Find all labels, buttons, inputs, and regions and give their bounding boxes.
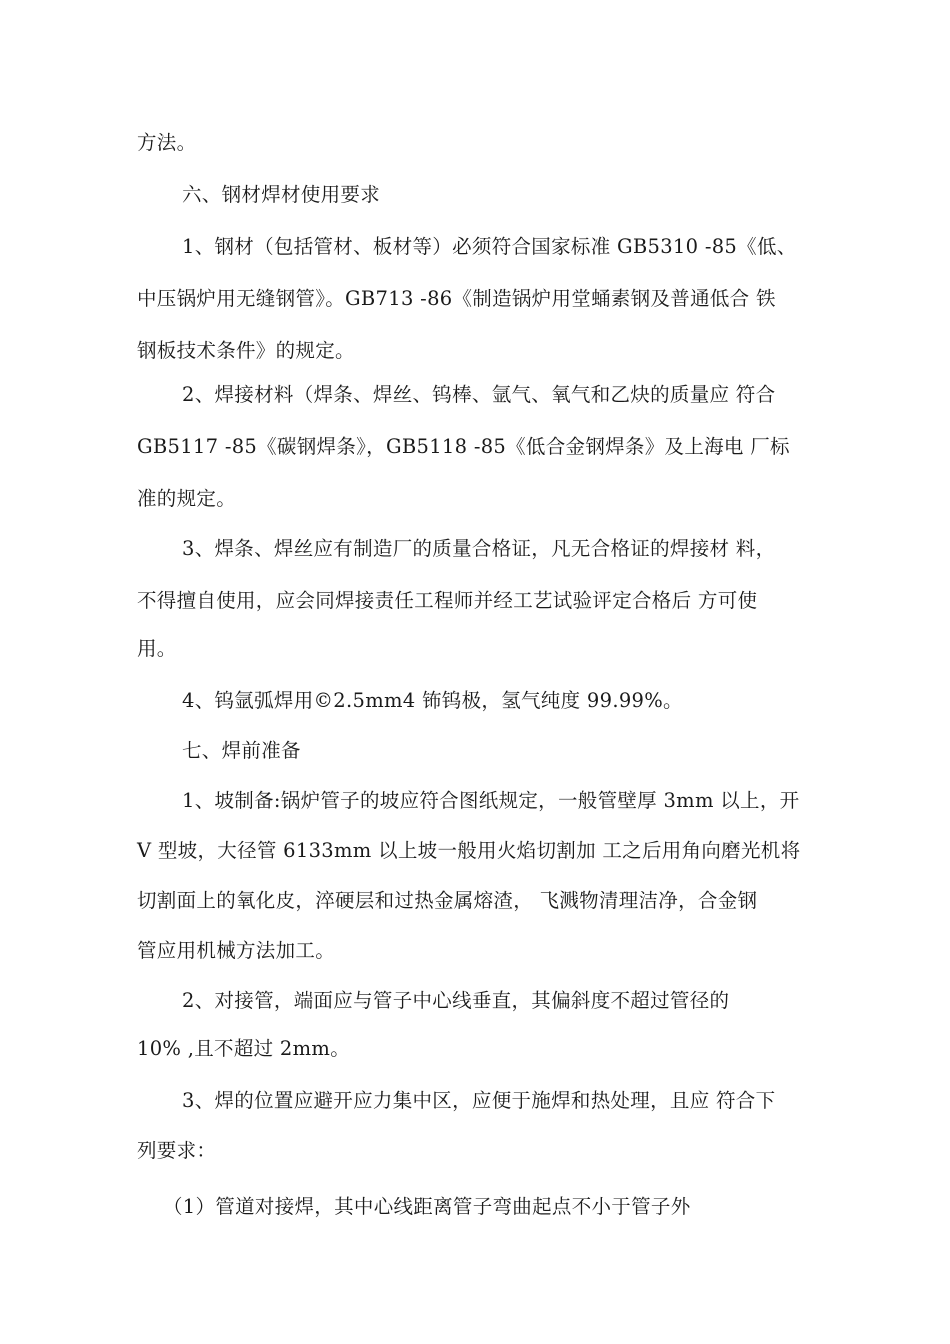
text-line: 不得擅自使用，应会同焊接责任工程师并经工艺试验评定合格后 方可使 xyxy=(137,589,758,612)
text-line: V 型坡，大径管 6133mm 以上坡一般用火焰切割加 工之后用角向磨光机将 xyxy=(137,839,801,862)
text-line: 3、焊的位置应避开应力集中区，应便于施焊和热处理，且应 符合下 xyxy=(182,1089,776,1112)
text-line: GB5117 -85《碳钢焊条》，GB5118 -85《低合金钢焊条》及上海电 厂标 xyxy=(137,435,790,458)
text-line: 列要求： xyxy=(137,1139,217,1162)
text-line: 切割面上的氧化皮，淬硬层和过热金属熔渣， 飞溅物清理洁净，合金钢 xyxy=(137,889,758,912)
text-line: 3、焊条、焊丝应有制造厂的质量合格证，凡无合格证的焊接材 料， xyxy=(182,537,776,560)
text-line: 方法。 xyxy=(137,131,197,154)
section-heading: 六、钢材焊材使用要求 xyxy=(182,183,381,206)
text-line: 中压锅炉用无缝钢管》。GB713 -86《制造锅炉用堂蛹素钢及普通低合 铁 xyxy=(137,287,776,310)
text-line: （1）管道对接焊，其中心线距离管子弯曲起点不小于管子外 xyxy=(163,1195,691,1218)
text-line: 钢板技术条件》的规定。 xyxy=(137,339,355,362)
text-line: 4、钨氩弧焊用©2.5mm4 钸钨极，氢气纯度 99.99%。 xyxy=(182,689,683,712)
text-line: 准的规定。 xyxy=(137,487,237,510)
text-line: 管应用机械方法加工。 xyxy=(137,939,336,962)
text-line: 1、坡制备:锅炉管子的坡应符合图纸规定，一般管壁厚 3mm 以上，开 xyxy=(182,789,800,812)
text-line: 2、焊接材料（焊条、焊丝、钨棒、氩气、氧气和乙炔的质量应 符合 xyxy=(182,383,776,406)
section-heading: 七、焊前准备 xyxy=(182,739,301,762)
text-line: 用。 xyxy=(137,637,177,660)
text-line: 1、钢材（包括管材、板材等）必须符合国家标准 GB5310 -85《低、 xyxy=(182,235,797,258)
text-line: 10% ,且不超过 2mm。 xyxy=(137,1037,351,1060)
text-line: 2、对接管，端面应与管子中心线垂直，其偏斜度不超过管径的 xyxy=(182,989,730,1012)
